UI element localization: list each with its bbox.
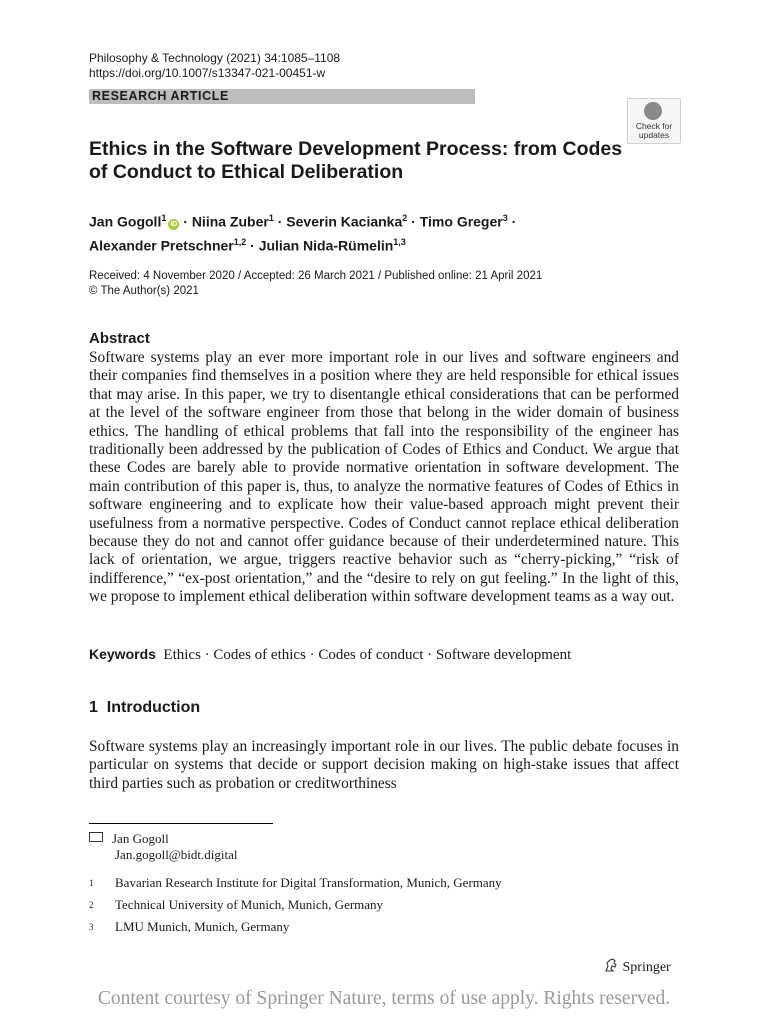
affiliation: $^2$ Technical University of Munich, Munich, Germany	[89, 897, 384, 912]
publisher-name: Springer	[622, 960, 671, 975]
affiliation: $^1$ Bavarian Research Institute for Digital Transformation, Munich, Germany	[89, 875, 502, 890]
author-name[interactable]: Julian Nida-Rümelin	[258, 237, 394, 254]
abstract-heading: Abstract	[89, 330, 150, 347]
publication-dates: Received: 4 November 2020 / Accepted: 26 March 2021 / Published online: 21 April 2021 © The Author(s) 2021	[89, 270, 543, 297]
affiliation: $^3$ LMU Munich, Munich, Germany	[89, 919, 290, 934]
author-name[interactable]: Alexander Pretschner	[89, 237, 234, 254]
section-heading: 1 Introduction	[89, 699, 201, 716]
update-icon	[644, 102, 662, 120]
introduction-text: Software systems play an increasingly important role in our lives. The public debate focuses in particular on systems that decide or support decision making on high-stake issues that affect third parties such as probation or creditworthiness	[89, 738, 679, 792]
correspondence	[89, 831, 237, 863]
springer-horse-icon	[603, 957, 619, 973]
journal-info	[89, 51, 340, 81]
author-name[interactable]: Jan Gogoll	[89, 213, 162, 230]
author-list: Jan Gogoll$^1$iD · Niina Zuber$^1$ · Severin Kacianka$^2$ · Timo Greger$^3$ · Alexander Pretschner$^{1,2}$ · Julian Nida-Rümelin$^{1,3}$	[89, 213, 517, 254]
keywords-label: Keywords	[89, 646, 156, 662]
article-title: Ethics in the Software Development Process: from Codes of Conduct to Ethical Deliberation	[89, 138, 623, 183]
courtesy-watermark: Content courtesy of Springer Nature, terms of use apply. Rights reserved.	[97, 988, 671, 1009]
check-for-updates-badge[interactable]: Check for updates	[627, 98, 681, 144]
author-name[interactable]: Severin Kacianka	[286, 213, 403, 230]
footnote-divider	[89, 823, 273, 824]
abstract-text: Software systems play an ever more important role in our lives and software engineers and their companies find themselves in a position where they are held responsible for ethical issues that may arise. In this paper, we try to disentangle ethical considerations that can be performed at the level of the software engineer from those that belong in the wider domain of business ethics. The handling of ethical problems that fall into the responsibility of the engineer has traditionally been addressed by the publication of Codes of Ethics and Conduct. We argue that these Codes are barely able to provide normative orientation in software development. The main contribution of this paper is, thus, to analyze the normative features of Codes of Ethics in software engineering and to explicate how their value-based approach might prevent their usefulness from a normative perspective. Codes of Conduct cannot replace ethical deliberation because they do not and cannot offer guidance because of their underdetermined nature. This lack of orientation, we argue, triggers reactive behavior such as “cherry-picking,” “risk of indifference,” “ex-post orientation,” and the “desire to rely on gut feeling.” In the light of this, we propose to implement ethical deliberation within software development teams as a way out.	[89, 349, 679, 606]
publisher-logo	[603, 957, 671, 977]
corresponding-author: Jan Gogoll	[112, 831, 169, 846]
journal-citation: Philosophy & Technology (2021) 34:1085–1108	[89, 51, 341, 65]
keywords-list: Ethics · Codes of ethics · Codes of conduct · Software development	[163, 647, 572, 663]
mail-icon	[89, 832, 103, 842]
article-type-banner: RESEARCH ARTICLE	[89, 89, 475, 104]
author-name[interactable]: Niina Zuber	[191, 213, 269, 230]
keywords	[89, 645, 571, 664]
doi-link[interactable]: https://doi.org/10.1007/s13347-021-00451-w	[89, 66, 326, 80]
author-name[interactable]: Timo Greger	[419, 213, 503, 230]
email-link[interactable]: Jan.gogoll@bidt.digital	[115, 847, 238, 862]
orcid-icon[interactable]: iD	[170, 220, 178, 228]
